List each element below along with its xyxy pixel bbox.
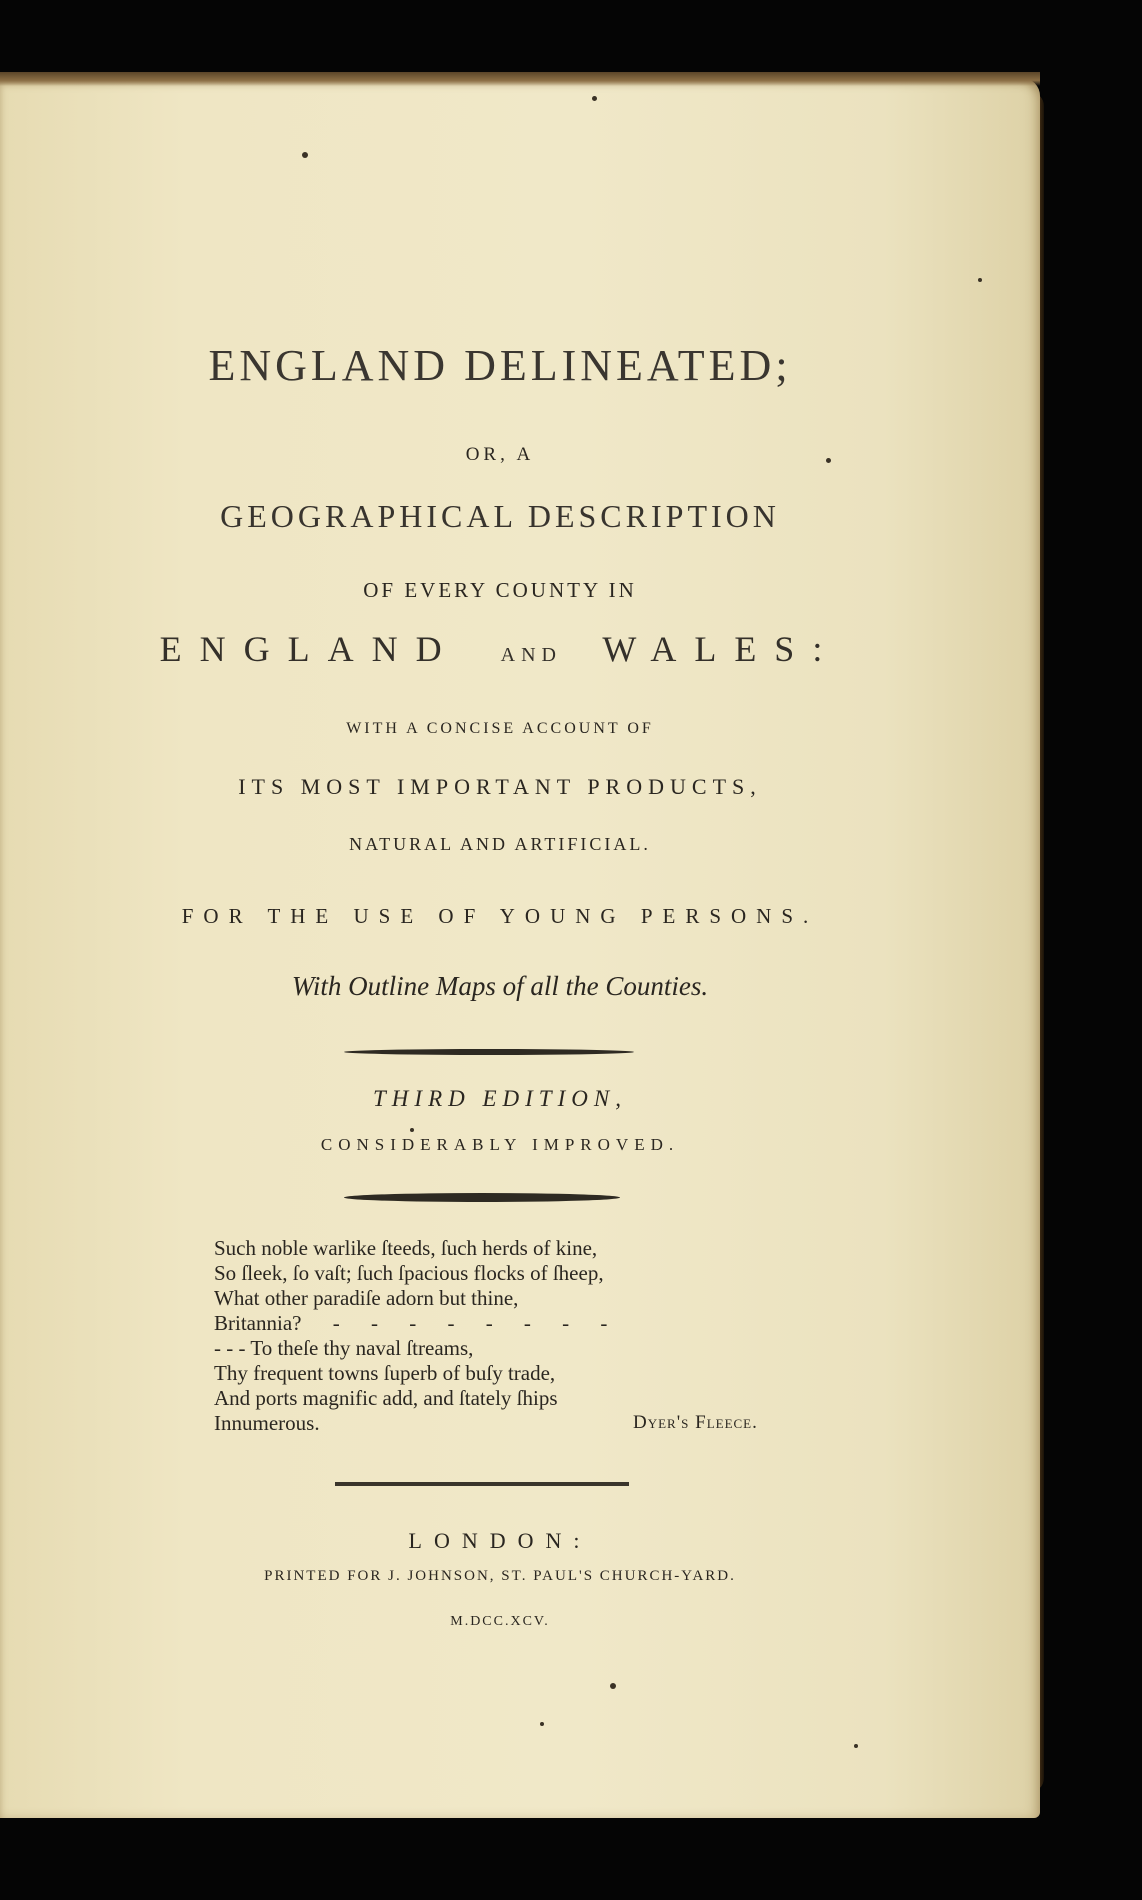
foxing-spot [854, 1744, 858, 1748]
epigraph-attribution: Dyer's Fleece. [633, 1412, 758, 1433]
and-word: AND [500, 644, 562, 666]
imprint-city: LONDON: [408, 1528, 592, 1553]
epigraph-line: - - - To theſe thy naval ſtreams, [214, 1336, 474, 1360]
with-concise-account: WITH A CONCISE ACCOUNT OF [346, 720, 654, 737]
for-young-persons: FOR THE USE OF YOUNG PERSONS. [181, 904, 819, 928]
subtitle-or-a: OR, A [465, 444, 535, 465]
imprint-date: M.DCC.XCV. [450, 1614, 550, 1629]
foxing-spot [302, 152, 308, 158]
ornamental-rule-middle [344, 1193, 620, 1202]
natural-and-artificial: NATURAL AND ARTIFICIAL. [349, 834, 651, 854]
epigraph-line: So ſleek, ſo vaſt; ſuch ſpacious flocks of ſheep, [214, 1261, 604, 1285]
imprint-printer: PRINTED FOR J. JOHNSON, ST. PAUL'S CHURCH-YARD. [264, 1568, 736, 1584]
foxing-spot [540, 1722, 544, 1726]
england-and-wales [0, 628, 1000, 670]
epigraph-line: And ports magnific add, and ſtately ſhips [214, 1386, 558, 1410]
foxing-spot [978, 278, 982, 282]
important-products: ITS MOST IMPORTANT PRODUCTS, [238, 774, 762, 799]
foxing-spot [410, 1128, 414, 1132]
epigraph-line: Britannia? - - - - - - - - [214, 1311, 608, 1335]
edition-statement: THIRD EDITION, [373, 1086, 627, 1111]
wales-word: WALES: [602, 629, 841, 669]
epigraph-line: Thy frequent towns ſuperb of buſy trade, [214, 1361, 556, 1385]
top-edge-stain [0, 72, 1040, 86]
foxing-spot [826, 458, 831, 463]
epigraph-line: What other paradiſe adorn but thine, [214, 1286, 519, 1310]
epigraph-line: Innumerous. [214, 1411, 320, 1435]
ornamental-rule-top [344, 1049, 634, 1055]
improved-statement: CONSIDERABLY IMPROVED. [320, 1135, 680, 1154]
title-page [0, 78, 1040, 1818]
ornamental-rule-bottom [335, 1482, 629, 1486]
subtitle-geographical: GEOGRAPHICAL DESCRIPTION [220, 498, 780, 534]
outline-maps-note: With Outline Maps of all the Counties. [291, 971, 709, 1001]
foxing-spot [610, 1683, 616, 1689]
subtitle-of-every-county: OF EVERY COUNTY IN [363, 578, 637, 602]
england-word: ENGLAND [159, 629, 460, 669]
foxing-spot [592, 96, 597, 101]
epigraph [214, 1236, 834, 1436]
book-title: ENGLAND DELINEATED; [208, 341, 792, 390]
epigraph-line: Such noble warlike ſteeds, ſuch herds of kine, [214, 1236, 598, 1260]
